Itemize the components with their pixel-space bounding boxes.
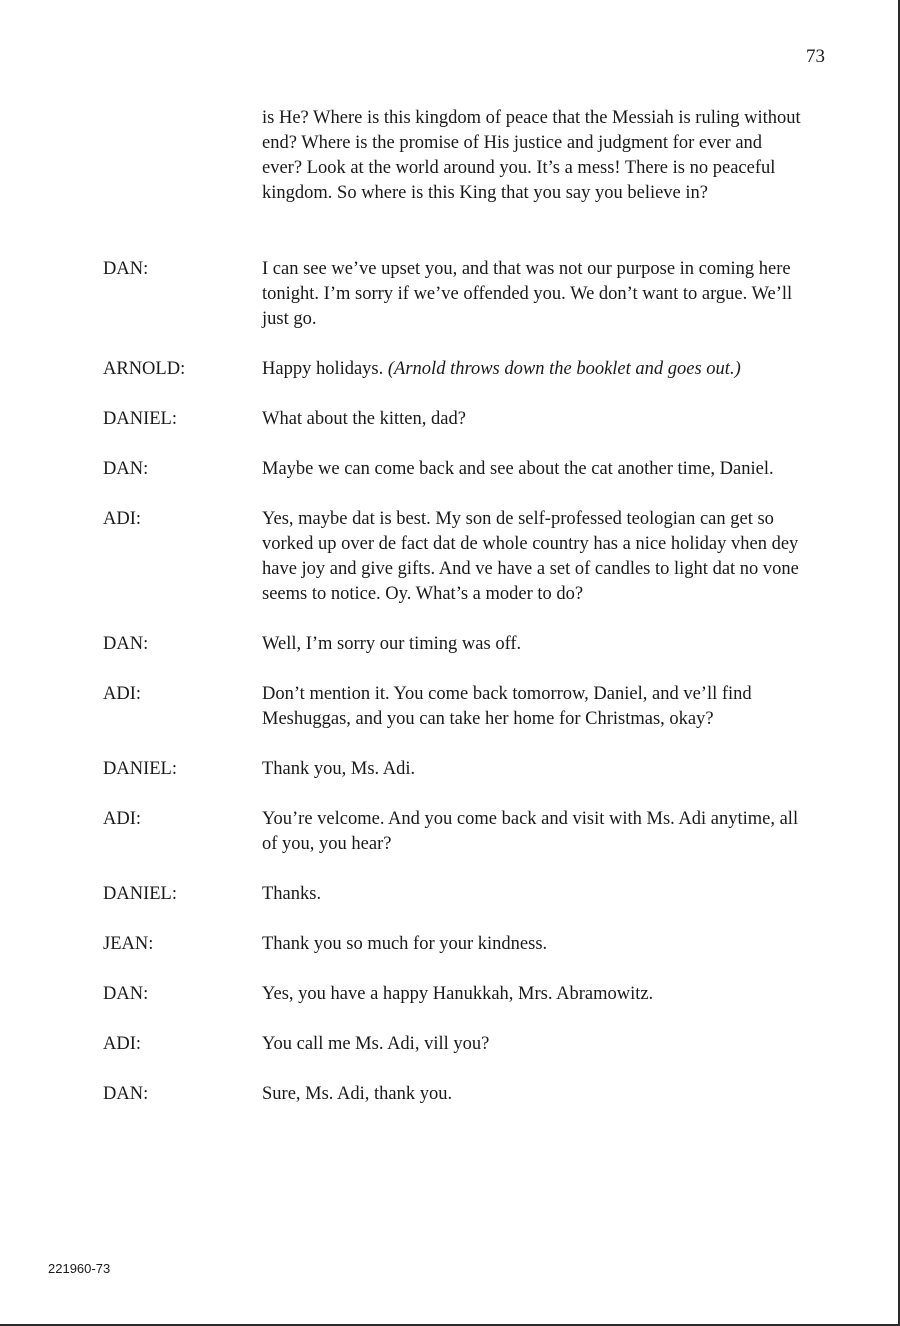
dialogue-text: Yes, maybe dat is best. My son de self-professed teologian can get so vorked up over de fact dat de whole country has a nice holiday vhen dey have joy and give gifts. And ve have a set of candles to light dat no vone seems to notice. Oy. What’s a moder to do? — [262, 509, 799, 604]
script-body — [103, 257, 803, 1132]
script-line-dan-1 — [103, 257, 803, 332]
speaker-name: ARNOLD: — [103, 359, 186, 379]
speaker-name: DANIEL: — [103, 884, 177, 904]
dialogue-text: Thank you, Ms. Adi. — [262, 759, 416, 779]
dialogue-text: Don’t mention it. You come back tomorrow, Daniel, and ve’ll find Meshuggas, and you can take her home for Christmas, okay? — [262, 684, 752, 729]
dialogue-text: Happy holidays. — [262, 359, 388, 379]
script-line-jean — [103, 932, 803, 957]
dialogue-text: You call me Ms. Adi, vill you? — [262, 1034, 490, 1054]
dialogue-text: I can see we’ve upset you, and that was not our purpose in coming here tonight. I’m sorry if we’ve offended you. We don’t want to argue. We’ll just go. — [262, 259, 793, 329]
speaker-name: ADI: — [103, 509, 142, 529]
page-number: 73 — [806, 46, 825, 67]
dialogue-text: Yes, you have a happy Hanukkah, Mrs. Abramowitz. — [262, 984, 654, 1004]
script-line-daniel-1 — [103, 407, 803, 432]
footer-code: 221960-73 — [48, 1261, 111, 1276]
speaker-name: DAN: — [103, 634, 149, 654]
dialogue-text: You’re velcome. And you come back and visit with Ms. Adi anytime, all of you, you hear? — [262, 809, 799, 854]
script-line-dan-2 — [103, 457, 803, 482]
script-line-dan-3 — [103, 632, 803, 657]
script-line-daniel-2 — [103, 757, 803, 782]
script-line-adi-2 — [103, 682, 803, 732]
dialogue-text: Thanks. — [262, 884, 322, 904]
script-line-dan-4 — [103, 982, 803, 1007]
script-line-arnold — [103, 357, 803, 382]
speaker-name: DAN: — [103, 259, 149, 279]
speaker-name: DANIEL: — [103, 759, 177, 779]
script-line-dan-5 — [103, 1082, 803, 1107]
continued-dialogue: is He? Where is this kingdom of peace that the Messiah is ruling without end? Where is the promise of His justice and judgment for ever and ever? Look at the world around you. It’s a mess! There is no peaceful kingdom. So where is this King that you say you believe in? — [262, 108, 801, 203]
dialogue-text: Thank you so much for your kindness. — [262, 934, 548, 954]
speaker-name: ADI: — [103, 809, 142, 829]
dialogue-text: What about the kitten, dad? — [262, 409, 466, 429]
script-line-adi-1 — [103, 507, 803, 607]
dialogue-text: Maybe we can come back and see about the cat another time, Daniel. — [262, 459, 774, 479]
dialogue-text: Well, I’m sorry our timing was off. — [262, 634, 522, 654]
speaker-name: DAN: — [103, 459, 149, 479]
speaker-name: ADI: — [103, 684, 142, 704]
speaker-name: ADI: — [103, 1034, 142, 1054]
speaker-name: DAN: — [103, 1084, 149, 1104]
dialogue-text: Sure, Ms. Adi, thank you. — [262, 1084, 453, 1104]
speaker-name: DANIEL: — [103, 409, 177, 429]
stage-direction: (Arnold throws down the booklet and goes out.) — [387, 359, 741, 379]
speaker-name: DAN: — [103, 984, 149, 1004]
script-line-daniel-3 — [103, 882, 803, 907]
speaker-name: JEAN: — [103, 934, 154, 954]
script-line-adi-4 — [103, 1032, 803, 1057]
script-line-adi-3 — [103, 807, 803, 857]
dialogue-text-with-direction — [262, 357, 803, 382]
